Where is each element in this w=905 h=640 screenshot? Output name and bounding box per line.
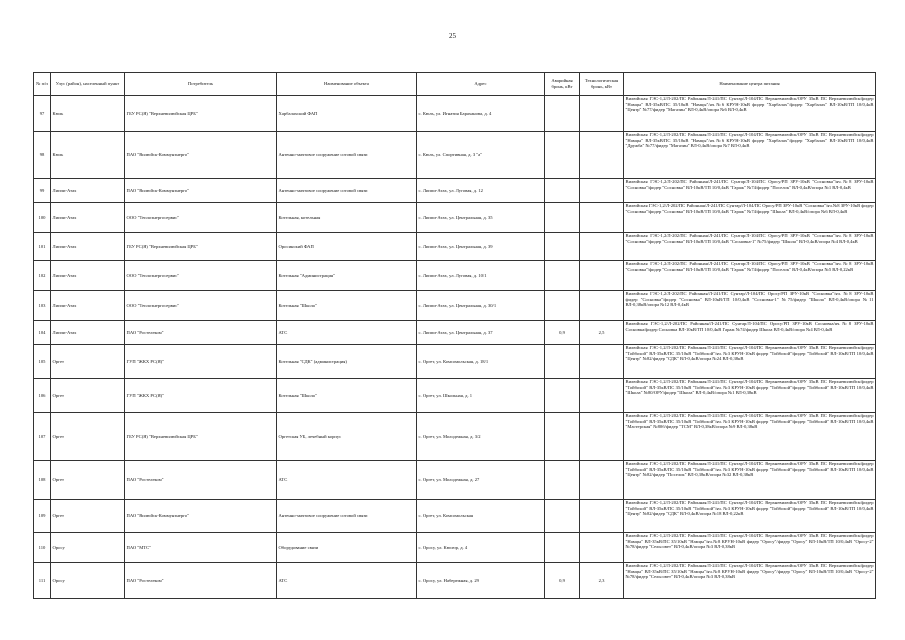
header-consumer: Потребитель (125, 73, 277, 96)
cell-technological (580, 379, 624, 413)
cell-centers: Вилюйская ГЭС-1,2/Л-202/ПС Районная/Л-241/ПС Сунтар/Л-104/ПС Верхневилюйск/ОРУ 35кВ ПС Верхневилюйск/фидер "Тойбохой" ВЛ-35кВ/ПС 35/10кВ "Тойбохой"/яч. №3 КРУН-10кВ фидер "Тойбохой"/фидер "Тойбохой" ВЛ-10кВ/ТП 10/0,4кВ "Центр" №82/фидер "СДК" ВЛ-0,4кВ/опора №24 ВЛ-0,38кВ (624, 345, 876, 379)
cell-emergency (545, 179, 580, 203)
cell-object: Оборудование связи (277, 533, 417, 563)
cell-consumer: ГБУ РС(Я) "Верхневилюйская ЦРБ" (125, 413, 277, 461)
cell-emergency (545, 261, 580, 291)
header-emergency: Аварийная бронь, кВт (545, 73, 580, 96)
cell-technological (580, 96, 624, 132)
table-row (34, 413, 876, 461)
cell-centers: Вилюйская ГЭС-1,2/Л-202/ПС Районная/Л-241/ПС Сунтар/Л-104/ПС Верхневилюйск/ОРУ 35кВ ПС Верхневилюйск/фидер "Тойбохой" ВЛ-35кВ/ПС 35/10кВ "Тойбохой"/яч. №3 КРУН-10кВ фидер "Тойбохой"/фидер "Тойбохой" ВЛ-10кВ/ТП 10/0,4кВ "Центр" №82/фидер "Поселок" ВЛ-0,38кВ/опора №32 ВЛ-0,38кВ (624, 461, 876, 500)
table-row (34, 345, 876, 379)
cell-settlement: Оргет (51, 413, 125, 461)
header-object: Наименование объекта (277, 73, 417, 96)
cell-emergency (545, 533, 580, 563)
cell-centers: Вилюйская ГЭС-1,2/Л-202/ПС Районная/Л-241/ПС Сунтар/Л-104/ПС Оросу/РП ЗРУ-10кВ "Сосновка"/яч. №8 ЗРУ-10кВ фидер "Сосновка"/фидер "Сосновка" ВЛ-10кВ/ТП 10/0,4кВ "Сосновка-1" №75/фидер "Школа" ВЛ-0,4кВ/опора №11 ВЛ-0,38кВ/опора №12 ВЛ-0,4кВ (624, 291, 876, 321)
table-row (34, 563, 876, 599)
cell-technological (580, 533, 624, 563)
cell-centers: Вилюйская ГЭС-1,2/Л-202/ПС Районная/Л-241/ПС Сунтар/Л-104/ПС Оросу/РП ЗРУ-10кВ "Сосновка"/яч.№8 ЗРУ-10кВ "Сосновка"/фидер "Сосновка" ВЛ-10кВ/ТП 10/0,4кВ "Гараж" №74/фидер "Поселок" ВЛ-0,4кВ/опора №1 ВЛ-0,4кВ (624, 179, 876, 203)
cell-num: 104 (34, 321, 51, 345)
cell-emergency: 0,9 (545, 563, 580, 599)
cell-address: с. Липпи-Атах, ул. Луговая, д. 12 (417, 179, 545, 203)
cell-consumer: ПАО "Ростелеком" (125, 563, 277, 599)
cell-settlement: Липпи-Атах (51, 203, 125, 233)
cell-consumer: ПАО "Вилюйск-Коммунэнерго" (125, 500, 277, 533)
cell-consumer: ООО "Теплоэнергосервис" (125, 261, 277, 291)
cell-num: 103 (34, 291, 51, 321)
cell-object: АТС (277, 563, 417, 599)
table-row (34, 500, 876, 533)
cell-consumer: ООО "Теплоэнергосервис" (125, 291, 277, 321)
cell-object: Оросинский ФАП (277, 233, 417, 261)
cell-emergency (545, 379, 580, 413)
table-row (34, 291, 876, 321)
table-row (34, 96, 876, 132)
cell-emergency (545, 96, 580, 132)
cell-settlement: Оросу (51, 563, 125, 599)
cell-settlement: Оросу (51, 533, 125, 563)
cell-technological (580, 345, 624, 379)
cell-object: АТС (277, 321, 417, 345)
cell-num: 109 (34, 500, 51, 533)
cell-centers: Вилюйская ГЭС-1,2/Л-202/ПС Районная/Л-241/ПС Сунтар/Л-104/ПС Верхневилюйск/ОРУ 35кВ ПС Верхневилюйск/фидер "Намцы" ВЛ-35кВ/ПС 35/10кВ "Намцы"/яч.№8 КРУН-10кВ фидер "Оросу"/фидер "Оросу" ВЛ-10кВ/ТП 10/0,4кВ "Оросу-2" №78/фидер "Сельсовет" ВЛ-0,4кВ/опора №3 ВЛ-0,38кВ (624, 563, 876, 599)
cell-address: с. Оргет, ул. Комсомольская (417, 500, 545, 533)
table-row (34, 321, 876, 345)
cell-object: Харбалахский ФАП (277, 96, 417, 132)
reservation-table (33, 72, 876, 599)
cell-address: с. Оргет, ул. Школьная, д. 1 (417, 379, 545, 413)
cell-consumer: ООО "Теплоэнергосервис" (125, 203, 277, 233)
cell-technological: 2,5 (580, 321, 624, 345)
cell-address: с. Кюль, ул. Игнатия Бараханова, д. 4 (417, 96, 545, 132)
cell-centers: Вилюйская ГЭС-1,2/Л-202/ПС Районная/Л-241/ПС Сунтар/Л-104/ПС Оросу/РП ЗРУ-10кВ "Сосновка"/яч.№8 ЗРУ-10кВ фидер "Сосновка"/фидер "Сосновка" ВЛ-10кВ/ТП 10/0,4кВ "Гараж" №74/фидер "Школа" ВЛ-0,4кВ/опора №6 ВЛ-0,4кВ (624, 203, 876, 233)
cell-settlement: Липпи-Атах (51, 179, 125, 203)
cell-emergency (545, 461, 580, 500)
table-row (34, 533, 876, 563)
cell-emergency (545, 233, 580, 261)
cell-address: с. Оргет, ул. Молодежная, д. 27 (417, 461, 545, 500)
cell-emergency (545, 500, 580, 533)
cell-settlement: Кюль (51, 132, 125, 179)
cell-num: 100 (34, 203, 51, 233)
cell-object: Котельная "СДК" (администрация) (277, 345, 417, 379)
cell-object: Оргетская УБ, лечебный корпус (277, 413, 417, 461)
cell-emergency (545, 345, 580, 379)
cell-num: 101 (34, 233, 51, 261)
table-row (34, 203, 876, 233)
cell-technological (580, 261, 624, 291)
cell-emergency (545, 413, 580, 461)
cell-consumer: ГБУ РС(Я) "Верхневилюйская ЦРБ" (125, 233, 277, 261)
cell-settlement: Оргет (51, 345, 125, 379)
cell-address: с. Оросу, ул. Набережная, д. 29 (417, 563, 545, 599)
cell-settlement: Липпи-Атах (51, 233, 125, 261)
table-body (34, 96, 876, 599)
cell-address: с. Оргет, ул. Молодежная, д. 3/2 (417, 413, 545, 461)
cell-consumer: ПАО "Ростелеком" (125, 321, 277, 345)
cell-technological (580, 500, 624, 533)
cell-technological: 2,3 (580, 563, 624, 599)
cell-consumer: ПАО "Вилюйск-Коммунэнерго" (125, 179, 277, 203)
cell-num: 107 (34, 413, 51, 461)
cell-num: 105 (34, 345, 51, 379)
cell-emergency (545, 291, 580, 321)
cell-settlement: Липпи-Атах (51, 321, 125, 345)
cell-object: Антенно-мачтовое сооружение сотовой связи (277, 132, 417, 179)
cell-settlement: Липпи-Атах (51, 261, 125, 291)
cell-settlement: Оргет (51, 500, 125, 533)
table-row (34, 461, 876, 500)
cell-centers: Вилюйская ГЭС-1,2/Л-202/ПС Районная/Л-241/ПС Сунтар/Л-104/ПС Верхневилюйск/ОРУ 35кВ ПС Верхневилюйск/фидер "Тойбохой" ВЛ-35кВ/ПС 35/10кВ "Тойбохой"/яч. №3 КРУН-10кВ фидер "Тойбохой"/фидер "Тойбохой" ВЛ-10кВ/ТП 10/0,4кВ "Школа" №80/ОРУ/фидер "Школа" ВЛ-0,4кВ/опора №1 ВЛ-0,38кВ (624, 379, 876, 413)
cell-object: Антенно-мачтовое сооружение сотовой связи (277, 179, 417, 203)
header-technological: Технологическая бронь, кВт (580, 73, 624, 96)
cell-centers: Вилюйская ГЭС-1,2/Л-202/ПС Районная/Л-241/ПС Сунтар/Л-104/ПС Верхневилюйск/ОРУ 35кВ ПС Верхневилюйск/фидер "Тойбохой" ВЛ-35кВ/ПС 35/10кВ "Тойбохой"/яч. №3 КРУН-10кВ фидер "Тойбохой"/фидер "Тойбохой" ВЛ-10кВ/ТП 10/0,4кВ "Центр" №82/фидер "СДК" ВЛ-0,4кВ/опора №18 ВЛ-0,22кВ (624, 500, 876, 533)
cell-settlement: Липпи-Атах (51, 291, 125, 321)
table-row (34, 179, 876, 203)
cell-technological (580, 132, 624, 179)
cell-num: 102 (34, 261, 51, 291)
cell-centers: Вилюйская ГЭС-1,2/Л-202/ПС Районная/Л-241/ПС Сунтар/Л-104/ПС Оросу/РП ЗРУ-10кВ "Сосновка"/яч.№8 ЗРУ-10кВ "Сосновка"/фидер "Сосновка" ВЛ-10кВ/ТП 10/0,4кВ "Сосновка-1" №75/фидер "Школа" ВЛ-0,4кВ/опора №4 ВЛ-0,4кВ (624, 233, 876, 261)
cell-num: 111 (34, 563, 51, 599)
cell-num: 108 (34, 461, 51, 500)
header-num: № п/п (34, 73, 51, 96)
cell-settlement: Кюль (51, 96, 125, 132)
cell-consumer: ПАО "МТС" (125, 533, 277, 563)
cell-technological (580, 233, 624, 261)
cell-address: с. Липпи-Атах, ул. Центральная, д. 37 (417, 321, 545, 345)
cell-technological (580, 179, 624, 203)
header-centers: Наименование центра питания (624, 73, 876, 96)
table-header-row (34, 73, 876, 96)
cell-address: с. Оросу, ул. Кюсюр, д. 4 (417, 533, 545, 563)
cell-object: Котельная "Администрация" (277, 261, 417, 291)
cell-emergency: 0,9 (545, 321, 580, 345)
cell-consumer: ГУП "ЖКХ РС(Я)" (125, 379, 277, 413)
cell-settlement: Оргет (51, 379, 125, 413)
cell-consumer: ПАО "Ростелеком" (125, 461, 277, 500)
cell-num: 98 (34, 132, 51, 179)
cell-technological (580, 291, 624, 321)
cell-address: с. Оргет, ул. Комсомольская, д. 18/1 (417, 345, 545, 379)
header-settlement: Улус (район), населенный пункт (51, 73, 125, 96)
cell-emergency (545, 132, 580, 179)
cell-object: Котельная "Школа" (277, 291, 417, 321)
cell-address: с. Липпи-Атах, ул. Луговая, д. 10/1 (417, 261, 545, 291)
cell-centers: Вилюйская ГЭС-1,2/Л-202/ПС Районная/Л-241/ПС Сунтар/Л-104/ПС Верхневилюйск/ОРУ 35кВ ПС Верхневилюйск/фидер "Намцы" ВЛ-35кВ/ПС 35/10кВ "Намцы"/яч.№8 КРУН-10кВ фидер "Оросу"/фидер "Оросу" ВЛ-10кВ/ТП 10/0,4кВ "Оросу-2" №78/фидер "Сельсовет" ВЛ-0,4кВ/опора №3 ВЛ-0,38кВ (624, 533, 876, 563)
cell-address: с. Липпи-Атах, ул. Центральная, д. 39 (417, 233, 545, 261)
table-row (34, 379, 876, 413)
page-number: 25 (449, 32, 456, 40)
header-address: Адрес (417, 73, 545, 96)
cell-emergency (545, 203, 580, 233)
cell-centers: Вилюйская ГЭС-1,2/Л-202/ПС Районная/Л-241/ПС Сунтар/Л-104/ПС Верхневилюйск/ОРУ 35кВ ПС Верхневилюйск/фидер "Намцы" ВЛ-35кВ/ПС 35/10кВ "Намцы"/яч.№6 КРУН-10кВ фидер "Харбалах"/фидер "Харбалах" ВЛ-10кВ/ТП 10/0,4кВ "Центр" №77/фидер "Магазин" ВЛ-0,4кВ/опора №6 ВЛ-0,4кВ (624, 96, 876, 132)
cell-address: с. Липпи-Атах, ул. Центральная, д. 35 (417, 203, 545, 233)
cell-object: Антенно-мачтовое сооружение сотовой связи (277, 500, 417, 533)
cell-centers: Вилюйская ГЭС-1,2/Л-202/ПС Районная/Л-241/ПС Сунтар/Л-104/ПС Верхневилюйск/ОРУ 35кВ ПС Верхневилюйск/фидер "Тойбохой" ВЛ-35кВ/ПС 35/10кВ "Тойбохой"/яч. №3 КРУН-10кВ фидер "Тойбохой"/фидер "Тойбохой" ВЛ-10кВ/ТП 10/0,4кВ "Мастерская" №80б/фидер "ТСМ" ВЛ-0,38кВ/опора №9 ВЛ-0,38кВ (624, 413, 876, 461)
cell-technological (580, 461, 624, 500)
cell-object: АТС (277, 461, 417, 500)
cell-settlement: Оргет (51, 461, 125, 500)
table-row (34, 132, 876, 179)
cell-technological (580, 203, 624, 233)
cell-centers: Вилюйская ГЭС-1,2/Л-202/ПС Районная/Л-241/ПС Сунтар/Л-104/ПС Верхневилюйск/ОРУ 35кВ ПС Верхневилюйск/фидер "Намцы" ВЛ-35кВ/ПС 35/10кВ "Намцы"/яч.№6 КРУН-10кВ фидер "Харбалах"/фидер "Харбалах" ВЛ-10кВ/ТП 10/0,4кВ "Дружба" №77/фидер "Магазин" ВЛ-0,4кВ/опора №7 ВЛ-0,4кВ (624, 132, 876, 179)
table-row (34, 233, 876, 261)
cell-object: Котельная "Школа" (277, 379, 417, 413)
cell-centers: Вилюйская ГЭС-1,2/Л-202/ПС Районная/Л-241/ПС Сунтар/Л-104/ПС Оросу/РП ЗРУ-10кВ "Сосновка"/яч.№8 ЗРУ-10кВ "Сосновка"/фидер "Сосновка" ВЛ-10кВ/ТП 10/0,4кВ "Гараж" №74/фидер "Поселок" ВЛ-0,4кВ/опора №5 ВЛ-0,22кВ (624, 261, 876, 291)
cell-technological (580, 413, 624, 461)
cell-object: Котельная, котельная (277, 203, 417, 233)
cell-address: с. Кюль, ул. Спортивная, д. 3 "а" (417, 132, 545, 179)
cell-num: 110 (34, 533, 51, 563)
cell-num: 97 (34, 96, 51, 132)
cell-consumer: ПАО "Вилюйск-Коммунэнерго" (125, 132, 277, 179)
cell-address: с. Липпи-Атах, ул. Центральная, д. 30/1 (417, 291, 545, 321)
cell-consumer: ГУП "ЖКХ РС(Я)" (125, 345, 277, 379)
cell-num: 106 (34, 379, 51, 413)
table-row (34, 261, 876, 291)
cell-num: 99 (34, 179, 51, 203)
cell-consumer: ГБУ РС(Я) "Верхневилюйская ЦРБ" (125, 96, 277, 132)
cell-centers: Вилюйская ГЭС-1,2/Л-202/ПС Районная/Л-241/ПС Сунтар/Л-104/ПС Оросу/РП ЗРУ-10кВ Сосновка/яч.№8 ЗРУ-10кВ Сосновка/фидер Сосновка ВЛ-10кВ/ТП 10/0,4кВ Гараж №74/фидер Школа ВЛ-0,4кВ/опора №4 ВЛ-0,4кВ (624, 321, 876, 345)
